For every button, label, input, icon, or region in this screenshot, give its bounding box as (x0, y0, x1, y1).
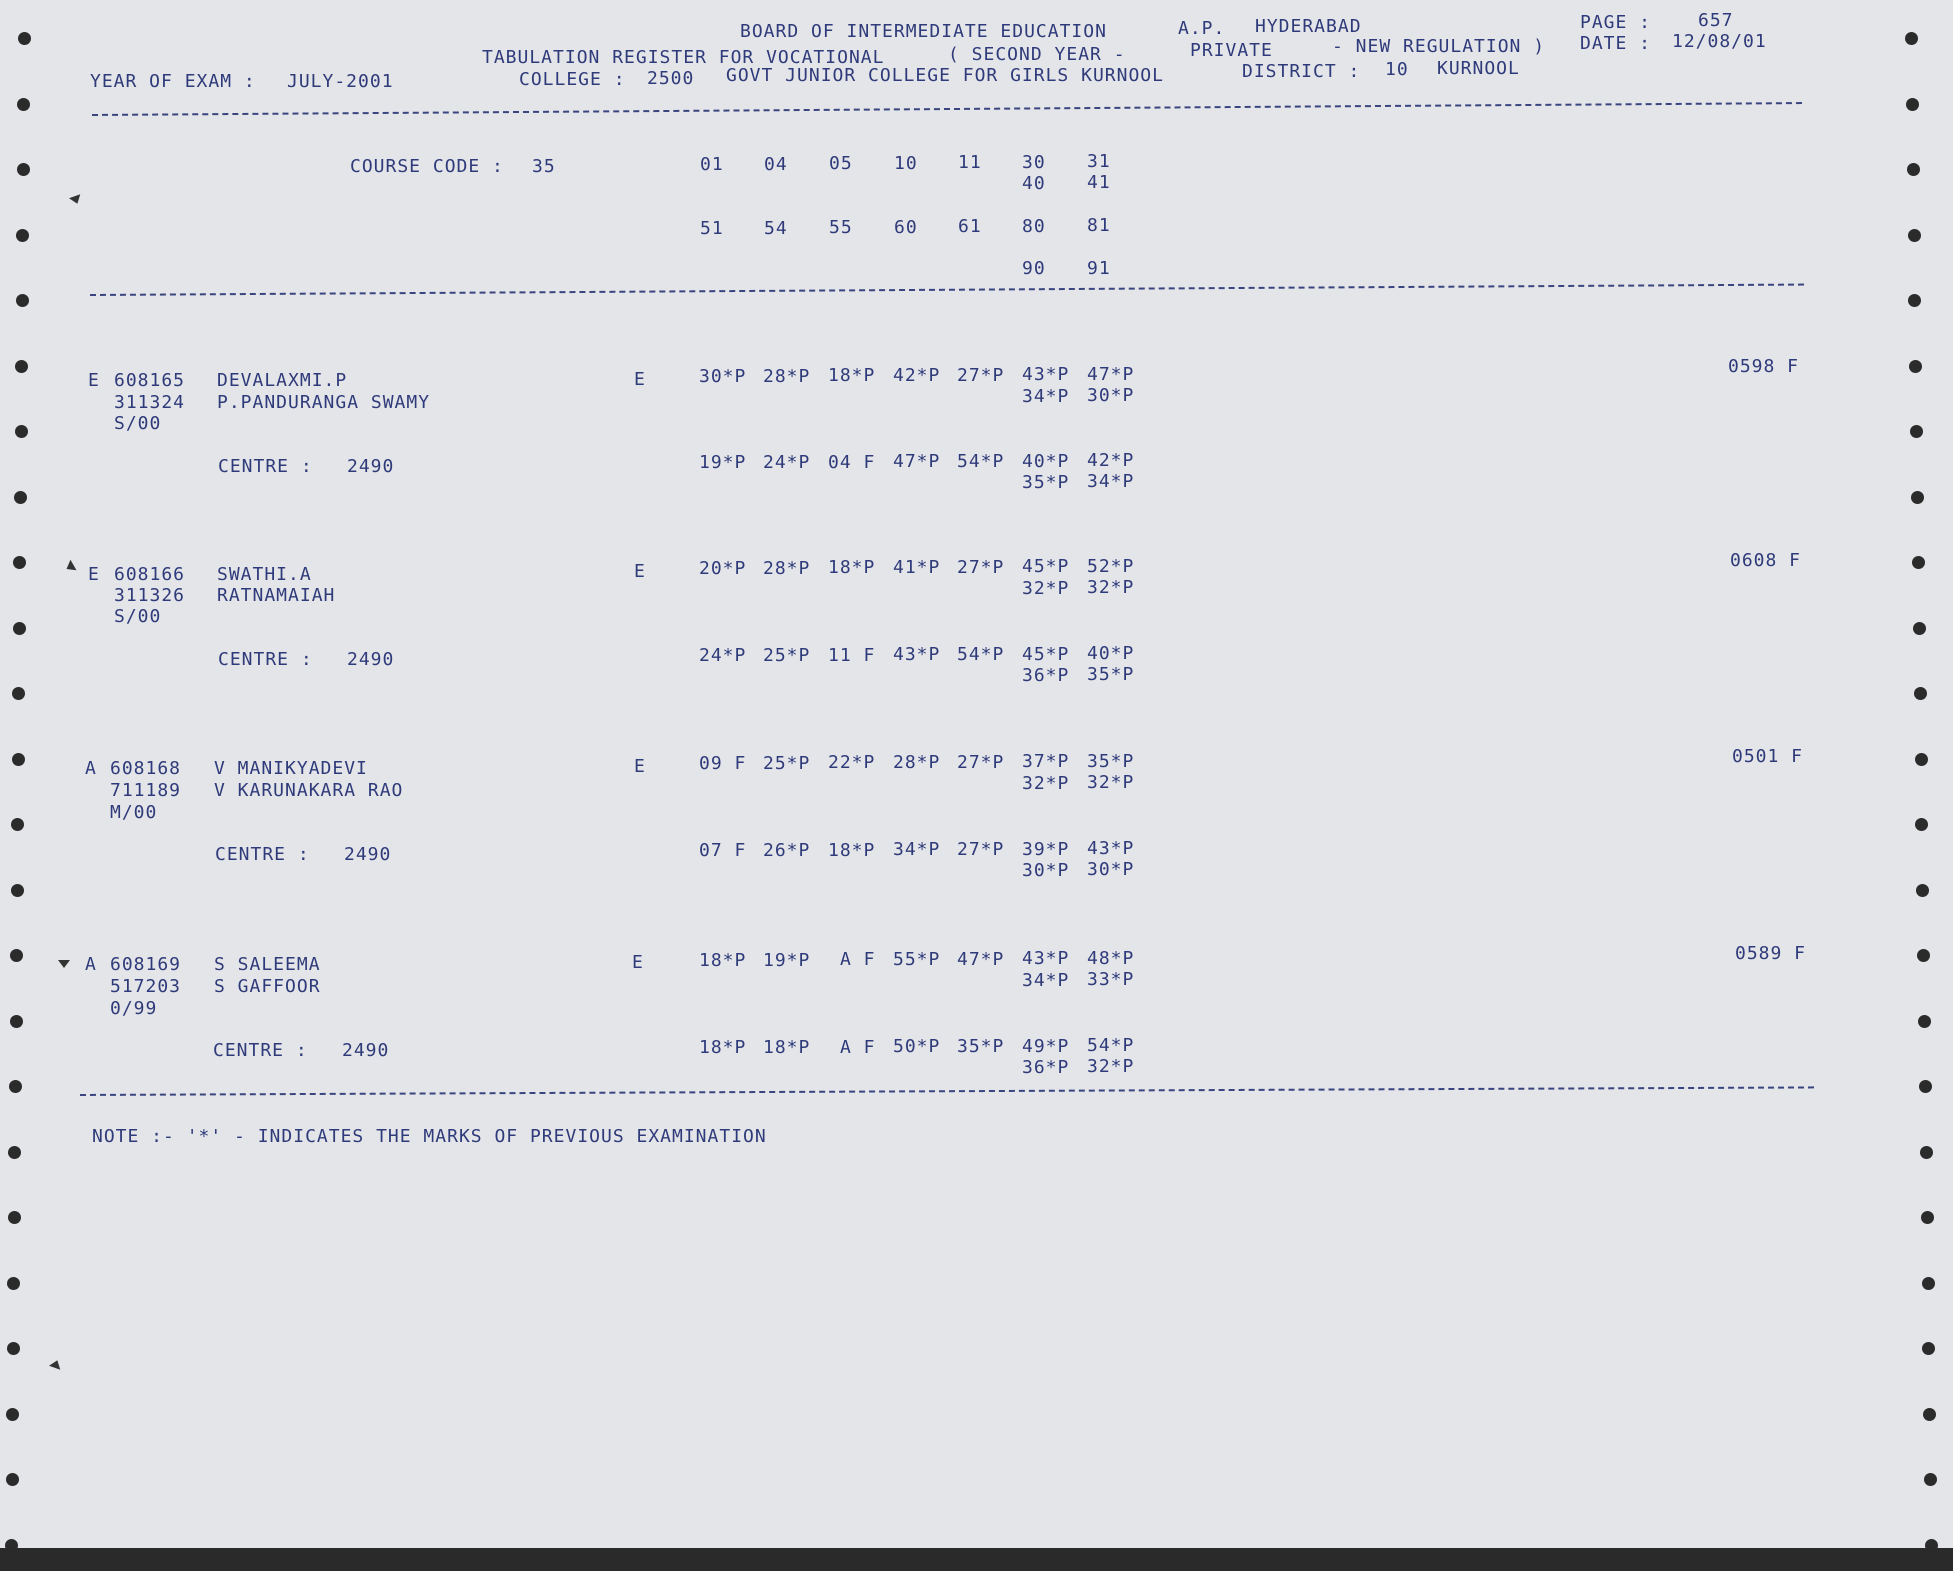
background-edge (0, 1548, 1953, 1571)
parent-name: RATNAMAIAH (217, 585, 336, 606)
subject-mark: 39*P (1022, 839, 1070, 860)
course-subject-code: 90 (1022, 258, 1046, 279)
subject-mark: 35*P (957, 1036, 1005, 1057)
board-name: BOARD OF INTERMEDIATE EDUCATION (740, 21, 1107, 42)
registration-number: 311324 (114, 392, 186, 413)
course-subject-code: 31 (1087, 151, 1111, 172)
subject-mark: 42*P (893, 365, 941, 386)
regulation: - NEW REGULATION ) (1332, 36, 1546, 57)
feed-hole (9, 1080, 22, 1093)
date-value: 12/08/01 (1672, 31, 1767, 52)
subject-mark: 07 F (699, 840, 747, 861)
subject-mark: 43*P (1087, 838, 1135, 859)
centre-code: 2490 (342, 1040, 390, 1061)
feed-hole (7, 1277, 20, 1290)
date-label: DATE : (1580, 33, 1652, 54)
subject-mark: 37*P (1022, 751, 1070, 772)
feed-hole (12, 687, 25, 700)
subject-mark: 40*P (1087, 643, 1135, 664)
subject-mark: 32*P (1022, 578, 1070, 599)
student-flag: E (88, 564, 100, 585)
course-subject-code: 80 (1022, 216, 1046, 237)
student-status: 0/99 (110, 998, 158, 1019)
feed-hole (12, 753, 25, 766)
course-subject-code: 10 (894, 153, 918, 174)
subject-mark: 30*P (1087, 859, 1135, 880)
course-subject-code: 04 (764, 154, 788, 175)
centre-code: 2490 (347, 456, 395, 477)
feed-hole (1922, 1277, 1935, 1290)
hall-ticket-number: 608168 (110, 758, 182, 779)
course-subject-code: 05 (829, 153, 853, 174)
feed-hole (17, 98, 30, 111)
feed-hole (1915, 753, 1928, 766)
student-name: S SALEEMA (214, 954, 321, 975)
subject-mark: 32*P (1022, 773, 1070, 794)
medium: E (634, 756, 646, 777)
course-code-label: COURSE CODE : (350, 156, 504, 177)
subject-mark: 32*P (1087, 1056, 1135, 1077)
subject-mark: A F (840, 949, 876, 970)
subject-mark: 32*P (1087, 772, 1135, 793)
subject-mark: 35*P (1022, 472, 1070, 493)
feed-hole (18, 32, 31, 45)
course-subject-code: 91 (1087, 258, 1111, 279)
course-subject-code: 81 (1087, 215, 1111, 236)
subject-mark: 04 F (828, 452, 876, 473)
feed-hole (1912, 556, 1925, 569)
feed-hole (1911, 491, 1924, 504)
course-subject-code: 11 (958, 152, 982, 173)
board-state: A.P. (1178, 18, 1226, 39)
subject-mark: 48*P (1087, 948, 1135, 969)
subject-mark: 54*P (957, 451, 1005, 472)
feed-hole (1915, 818, 1928, 831)
feed-hole (8, 1146, 21, 1159)
feed-hole (1913, 622, 1926, 635)
feed-hole (1921, 1211, 1934, 1224)
subject-mark: 36*P (1022, 665, 1070, 686)
course-subject-code: 40 (1022, 173, 1046, 194)
feed-hole (10, 1015, 23, 1028)
feed-hole (1924, 1473, 1937, 1486)
feed-hole (1916, 884, 1929, 897)
course-code: 35 (532, 156, 556, 177)
subject-mark: 54*P (957, 644, 1005, 665)
feed-hole (1920, 1146, 1933, 1159)
subject-mark: 20*P (699, 558, 747, 579)
subject-mark: 22*P (828, 752, 876, 773)
course-subject-code: 55 (829, 217, 853, 238)
medium: E (632, 952, 644, 973)
subject-mark: 43*P (1022, 948, 1070, 969)
feed-hole (6, 1408, 19, 1421)
grand-total: 0589 F (1735, 943, 1807, 964)
centre-label: CENTRE : (213, 1040, 308, 1061)
parent-name: V KARUNAKARA RAO (214, 780, 404, 801)
feed-hole (1906, 98, 1919, 111)
student-flag: A (85, 758, 97, 779)
subject-mark: 52*P (1087, 556, 1135, 577)
subject-mark: 28*P (893, 752, 941, 773)
subject-mark: 47*P (957, 949, 1005, 970)
student-status: S/00 (114, 413, 162, 434)
feed-hole (1907, 163, 1920, 176)
student-name: DEVALAXMI.P (217, 370, 348, 391)
subject-mark: 25*P (763, 645, 811, 666)
feed-hole (1908, 294, 1921, 307)
medium: E (634, 561, 646, 582)
candidate-category: PRIVATE (1190, 40, 1273, 61)
subject-mark: 40*P (1022, 451, 1070, 472)
hall-ticket-number: 608166 (114, 564, 186, 585)
course-subject-code: 54 (764, 218, 788, 239)
centre-code: 2490 (347, 649, 395, 670)
feed-hole (13, 622, 26, 635)
margin-mark (64, 560, 77, 574)
subject-mark: 18*P (699, 1037, 747, 1058)
feed-hole (15, 425, 28, 438)
subject-mark: 43*P (893, 644, 941, 665)
feed-hole (1909, 360, 1922, 373)
divider (90, 284, 1804, 296)
feed-hole (1919, 1080, 1932, 1093)
student-name: SWATHI.A (217, 564, 312, 585)
subject-mark: 36*P (1022, 1057, 1070, 1078)
student-status: M/00 (110, 802, 158, 823)
feed-hole (16, 294, 29, 307)
college-label: COLLEGE : (519, 69, 626, 90)
margin-mark (49, 1358, 63, 1370)
subject-mark: 50*P (893, 1036, 941, 1057)
subject-mark: 43*P (1022, 364, 1070, 385)
feed-hole (1914, 687, 1927, 700)
feed-hole (1908, 229, 1921, 242)
subject-mark: 25*P (763, 753, 811, 774)
subject-mark: 41*P (893, 557, 941, 578)
grand-total: 0608 F (1730, 550, 1802, 571)
subject-mark: 19*P (699, 452, 747, 473)
student-name: V MANIKYADEVI (214, 758, 368, 779)
subject-mark: 30*P (1087, 385, 1135, 406)
year-part: ( SECOND YEAR - (948, 44, 1126, 65)
subject-mark: 18*P (699, 950, 747, 971)
subject-mark: 34*P (1022, 386, 1070, 407)
college-code: 2500 (647, 68, 695, 89)
subject-mark: 28*P (763, 366, 811, 387)
feed-hole (7, 1342, 20, 1355)
feed-hole (11, 818, 24, 831)
subject-mark: 28*P (763, 558, 811, 579)
exam-label: YEAR OF EXAM : (90, 71, 256, 92)
feed-hole (13, 556, 26, 569)
hall-ticket-number: 608165 (114, 370, 186, 391)
subject-mark: 35*P (1087, 664, 1135, 685)
registration-number: 311326 (114, 585, 186, 606)
feed-hole (14, 491, 27, 504)
subject-mark: 18*P (763, 1037, 811, 1058)
subject-mark: 09 F (699, 753, 747, 774)
student-status: S/00 (114, 606, 162, 627)
feed-hole (8, 1211, 21, 1224)
feed-hole (1917, 949, 1930, 962)
feed-hole (16, 229, 29, 242)
subject-mark: 55*P (893, 949, 941, 970)
student-flag: E (88, 370, 100, 391)
district-code: 10 (1385, 59, 1409, 80)
subject-mark: 26*P (763, 840, 811, 861)
subject-mark: A F (840, 1037, 876, 1058)
hall-ticket-number: 608169 (110, 954, 182, 975)
subject-mark: 42*P (1087, 450, 1135, 471)
centre-label: CENTRE : (218, 649, 313, 670)
registration-number: 517203 (110, 976, 182, 997)
subject-mark: 24*P (763, 452, 811, 473)
course-subject-code: 61 (958, 216, 982, 237)
feed-hole (10, 949, 23, 962)
subject-mark: 34*P (1087, 471, 1135, 492)
page-number: 657 (1698, 10, 1734, 31)
parent-name: P.PANDURANGA SWAMY (217, 392, 431, 413)
feed-hole (1922, 1342, 1935, 1355)
subject-mark: 54*P (1087, 1035, 1135, 1056)
centre-label: CENTRE : (218, 456, 313, 477)
subject-mark: 45*P (1022, 644, 1070, 665)
subject-mark: 34*P (1022, 970, 1070, 991)
subject-mark: 18*P (828, 365, 876, 386)
board-city: HYDERABAD (1255, 16, 1362, 37)
course-subject-code: 60 (894, 217, 918, 238)
subject-mark: 32*P (1087, 577, 1135, 598)
feed-hole (11, 884, 24, 897)
subject-mark: 27*P (957, 557, 1005, 578)
district-name: KURNOOL (1437, 58, 1520, 79)
grand-total: 0501 F (1732, 746, 1804, 767)
subject-mark: 27*P (957, 839, 1005, 860)
margin-mark (58, 960, 70, 968)
subject-mark: 27*P (957, 752, 1005, 773)
feed-hole (17, 163, 30, 176)
subject-mark: 47*P (1087, 364, 1135, 385)
subject-mark: 34*P (893, 839, 941, 860)
feed-hole (1923, 1408, 1936, 1421)
subject-mark: 30*P (1022, 860, 1070, 881)
subject-mark: 35*P (1087, 751, 1135, 772)
feed-hole (1918, 1015, 1931, 1028)
divider (92, 102, 1802, 116)
divider (80, 1086, 1814, 1096)
subject-mark: 19*P (763, 950, 811, 971)
register-title: TABULATION REGISTER FOR VOCATIONAL (482, 47, 885, 68)
subject-mark: 47*P (893, 451, 941, 472)
subject-mark: 18*P (828, 840, 876, 861)
feed-hole (1910, 425, 1923, 438)
margin-mark (69, 194, 83, 206)
course-subject-code: 01 (700, 154, 724, 175)
subject-mark: 45*P (1022, 556, 1070, 577)
course-subject-code: 30 (1022, 152, 1046, 173)
subject-mark: 27*P (957, 365, 1005, 386)
subject-mark: 49*P (1022, 1036, 1070, 1057)
course-subject-code: 51 (700, 218, 724, 239)
feed-hole (1905, 32, 1918, 45)
centre-label: CENTRE : (215, 844, 310, 865)
feed-hole (15, 360, 28, 373)
medium: E (634, 369, 646, 390)
grand-total: 0598 F (1728, 356, 1800, 377)
footnote: NOTE :- '*' - INDICATES THE MARKS OF PREVIOUS EXAMINATION (92, 1126, 767, 1147)
subject-mark: 24*P (699, 645, 747, 666)
subject-mark: 11 F (828, 645, 876, 666)
feed-hole (6, 1473, 19, 1486)
page-label: PAGE : (1580, 12, 1652, 33)
parent-name: S GAFFOOR (214, 976, 321, 997)
subject-mark: 30*P (699, 366, 747, 387)
college-name: GOVT JUNIOR COLLEGE FOR GIRLS KURNOOL (726, 65, 1164, 86)
course-subject-code: 41 (1087, 172, 1111, 193)
exam-value: JULY-2001 (287, 71, 394, 92)
student-flag: A (85, 954, 97, 975)
subject-mark: 18*P (828, 557, 876, 578)
centre-code: 2490 (344, 844, 392, 865)
subject-mark: 33*P (1087, 969, 1135, 990)
district-label: DISTRICT : (1242, 61, 1361, 82)
registration-number: 711189 (110, 780, 182, 801)
